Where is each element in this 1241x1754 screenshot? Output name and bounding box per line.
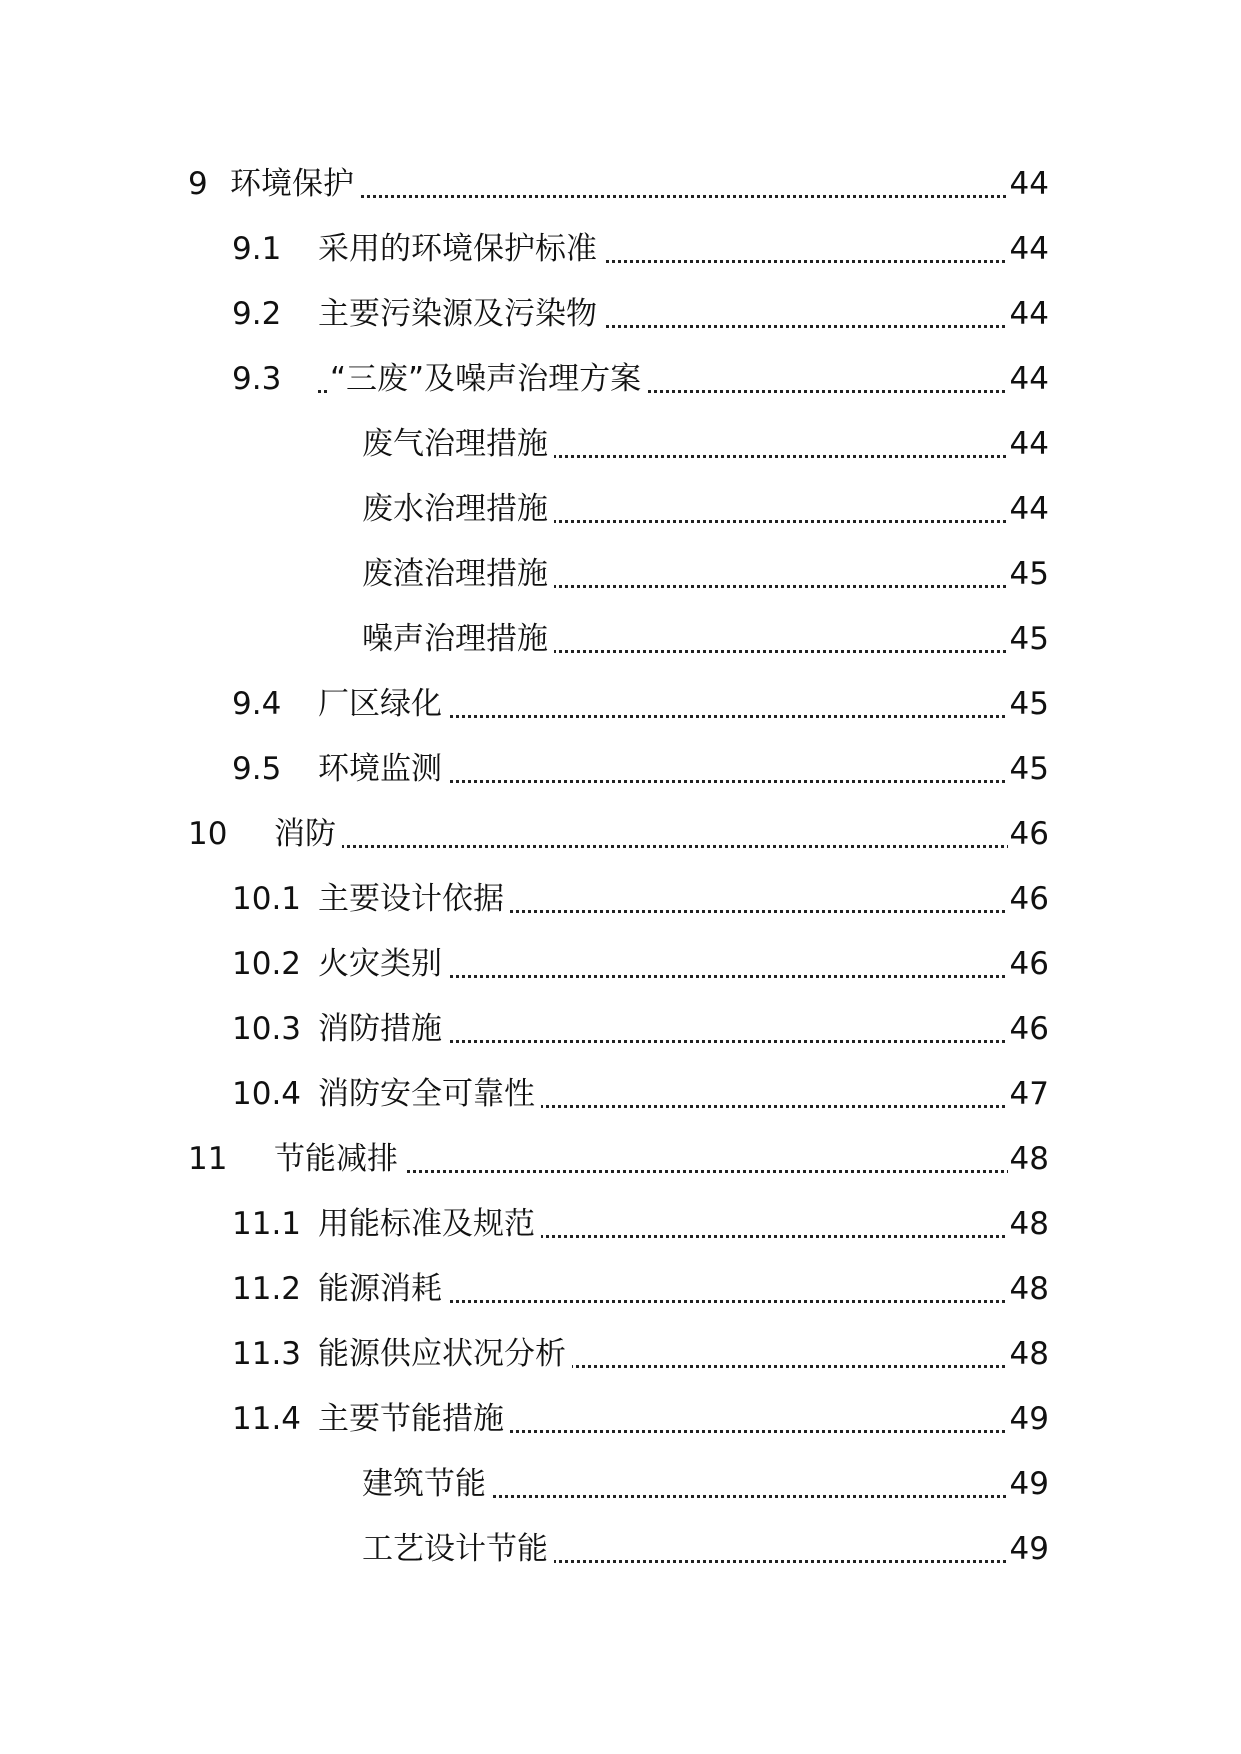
toc-entry-page: 45 (1008, 545, 1049, 603)
toc-entry-11-1[interactable] (0, 1195, 1241, 1260)
toc-entry-9-2[interactable] (0, 285, 1241, 350)
toc-entry-9-1[interactable] (0, 220, 1241, 285)
toc-entry-title: 主要设计依据 (318, 870, 510, 928)
toc-entry-9-3-3[interactable] (0, 545, 1241, 610)
toc-entry-page: 45 (1008, 610, 1049, 668)
toc-entry-number: 9.5 (232, 751, 282, 787)
toc-entry-title: 消防措施 (318, 1000, 448, 1058)
toc-entry-11-2[interactable] (0, 1260, 1241, 1325)
toc-entry-number: 11.3 (232, 1336, 302, 1372)
toc-entry-page: 46 (1008, 805, 1049, 863)
toc-entry-page: 48 (1008, 1195, 1049, 1253)
toc-entry-11-4-2[interactable] (0, 1520, 1241, 1585)
toc-entry-title: 消防安全可靠性 (318, 1065, 541, 1123)
toc-entry-page: 44 (1008, 285, 1049, 343)
toc-entry-9-3-1[interactable] (0, 415, 1241, 480)
toc-entry-page: 45 (1008, 675, 1049, 733)
toc-entry-number: 10.4 (232, 1076, 302, 1112)
toc-entry-page: 46 (1008, 935, 1049, 993)
toc-dot-leader (274, 845, 1041, 848)
toc-entry-number: 9 (188, 166, 208, 202)
toc-entry-title: “三废”及噪声治理方案 (330, 350, 647, 408)
toc-entry-number: 11.1 (232, 1206, 302, 1242)
table-of-contents (0, 155, 1241, 1585)
toc-entry-9-5[interactable] (0, 740, 1241, 805)
toc-entry-number: 9.4 (232, 686, 282, 722)
toc-entry-9-3[interactable] (0, 350, 1241, 415)
toc-entry-title: 工艺设计节能 (362, 1520, 554, 1578)
toc-entry-number: 10.3 (232, 1011, 302, 1047)
toc-entry-title: 厂区绿化 (318, 675, 448, 733)
toc-entry-page: 46 (1008, 870, 1049, 928)
toc-entry-page: 44 (1008, 415, 1049, 473)
toc-entry-number: 9.3 (232, 361, 282, 397)
toc-entry-title: 用能标准及规范 (318, 1195, 541, 1253)
toc-entry-10-1[interactable] (0, 870, 1241, 935)
toc-entry-number: 11.2 (232, 1271, 302, 1307)
toc-entry-page: 44 (1008, 350, 1049, 408)
toc-entry-title: 建筑节能 (362, 1455, 492, 1513)
toc-entry-title: 节能减排 (274, 1130, 404, 1188)
toc-entry-number: 11.4 (232, 1401, 302, 1437)
toc-entry-number: 9.2 (232, 296, 282, 332)
toc-entry-title: 消防 (274, 805, 342, 863)
toc-entry-page: 46 (1008, 1000, 1049, 1058)
toc-entry-11-4-1[interactable] (0, 1455, 1241, 1520)
toc-entry-page: 44 (1008, 480, 1049, 538)
toc-entry-title: 火灾类别 (318, 935, 448, 993)
toc-entry-9-3-4[interactable] (0, 610, 1241, 675)
toc-entry-11-3[interactable] (0, 1325, 1241, 1390)
toc-entry-page: 49 (1008, 1455, 1049, 1513)
toc-entry-number: 10 (188, 816, 228, 852)
toc-entry-title: 废气治理措施 (362, 415, 554, 473)
toc-entry-title: 环境保护 (230, 155, 360, 213)
toc-entry-10-2[interactable] (0, 935, 1241, 1000)
toc-entry-10-3[interactable] (0, 1000, 1241, 1065)
toc-entry-title: 能源消耗 (318, 1260, 448, 1318)
toc-entry-9-4[interactable] (0, 675, 1241, 740)
toc-entry-number: 9.1 (232, 231, 282, 267)
toc-entry-page: 44 (1008, 155, 1049, 213)
toc-entry-11-4[interactable] (0, 1390, 1241, 1455)
toc-entry-title: 能源供应状况分析 (318, 1325, 572, 1383)
toc-entry-title: 主要节能措施 (318, 1390, 510, 1448)
toc-entry-page: 48 (1008, 1325, 1049, 1383)
toc-entry-9[interactable] (0, 155, 1241, 220)
toc-entry-number: 10.1 (232, 881, 302, 917)
toc-entry-10-4[interactable] (0, 1065, 1241, 1130)
toc-entry-10[interactable] (0, 805, 1241, 870)
toc-entry-number: 11 (188, 1141, 228, 1177)
toc-entry-9-3-2[interactable] (0, 480, 1241, 545)
toc-entry-page: 45 (1008, 740, 1049, 798)
toc-entry-11[interactable] (0, 1130, 1241, 1195)
toc-entry-title: 采用的环境保护标准 (318, 220, 603, 278)
toc-entry-title: 主要污染源及污染物 (318, 285, 603, 343)
toc-entry-number: 10.2 (232, 946, 302, 982)
toc-entry-page: 49 (1008, 1520, 1049, 1578)
toc-entry-title: 废渣治理措施 (362, 545, 554, 603)
toc-entry-page: 49 (1008, 1390, 1049, 1448)
toc-entry-page: 44 (1008, 220, 1049, 278)
toc-entry-page: 48 (1008, 1130, 1049, 1188)
toc-entry-title: 废水治理措施 (362, 480, 554, 538)
toc-entry-title: 环境监测 (318, 740, 448, 798)
toc-entry-title: 噪声治理措施 (362, 610, 554, 668)
toc-entry-page: 48 (1008, 1260, 1049, 1318)
toc-entry-page: 47 (1008, 1065, 1049, 1123)
